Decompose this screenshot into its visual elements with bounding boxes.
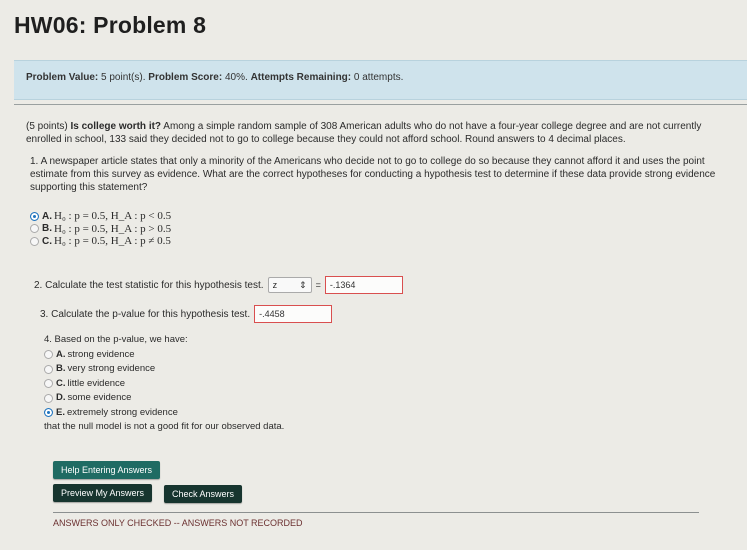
radio-button[interactable] <box>30 237 39 246</box>
choice-a[interactable] <box>30 210 171 222</box>
choice-letter: C. <box>42 235 52 247</box>
submission-status: ANSWERS ONLY CHECKED -- ANSWERS NOT RECORDED <box>53 518 303 528</box>
problem-score: 40%. <box>224 72 248 83</box>
question-2-text: 2. Calculate the test statistic for this hypothesis test. <box>34 279 264 291</box>
problem-score-label: Problem Score: <box>148 72 223 83</box>
problem-question: Is college worth it? <box>70 121 162 132</box>
radio-button[interactable] <box>44 379 53 388</box>
updown-arrows-icon: ⇕ <box>299 279 307 290</box>
choice-b[interactable] <box>44 362 284 377</box>
choice-letter: A. <box>56 348 66 360</box>
radio-button-selected[interactable] <box>44 408 53 417</box>
choice-b[interactable] <box>30 223 171 235</box>
choice-letter: A. <box>42 210 52 222</box>
radio-button[interactable] <box>44 350 53 359</box>
preview-answers-button[interactable]: Preview My Answers <box>53 484 152 502</box>
problem-description: Among a simple random sample of 308 American adults who do not have a four-year college degree and are not currently enrolled in school, 133 said they decided not to go to college because they could not afford school. Round answers to 4 decimal places. <box>26 121 702 145</box>
question-3 <box>40 305 332 323</box>
choice-letter: C. <box>56 377 66 389</box>
radio-button[interactable] <box>44 365 53 374</box>
question-4-text: 4. Based on the p-value, we have: <box>44 334 188 345</box>
choice-text: very strong evidence <box>67 363 156 374</box>
attempts-remaining: 0 attempts. <box>353 72 404 83</box>
question-1-text: 1. A newspaper article states that only a minority of the Americans who decide not to go to college do so because they cannot afford it and uses the point estimate from this survey as evidence. What are the correct hypotheses for conducting a hypothesis test to determine if these data provide strong evidence supporting this statement? <box>30 156 716 193</box>
choice-text: little evidence <box>67 377 126 389</box>
choice-text: some evidence <box>67 392 132 403</box>
problem-value-label: Problem Value: <box>26 72 99 83</box>
question-2 <box>34 276 403 294</box>
problem-intro <box>26 120 726 146</box>
select-value: z <box>272 280 278 290</box>
choice-e[interactable] <box>44 406 284 421</box>
choice-text: H₀ : p = 0.5, H_A : p < 0.5 <box>54 210 172 222</box>
question-4 <box>44 333 284 435</box>
question-4-followup: that the null model is not a good fit for our observed data. <box>44 421 285 432</box>
radio-button[interactable] <box>44 394 53 403</box>
choice-letter: B. <box>42 223 52 234</box>
statistic-select[interactable] <box>268 277 312 293</box>
choice-c[interactable] <box>44 377 284 392</box>
page-title: HW06: Problem 8 <box>14 12 207 38</box>
radio-button-selected[interactable] <box>30 212 39 221</box>
question-3-text: 3. Calculate the p-value for this hypothesis test. <box>40 308 251 320</box>
problem-info-bar <box>14 60 747 100</box>
test-statistic-input[interactable]: -.1364 <box>325 276 403 294</box>
help-entering-answers-button[interactable]: Help Entering Answers <box>53 461 160 479</box>
divider <box>14 104 747 105</box>
choice-text: H₀ : p = 0.5, H_A : p ≠ 0.5 <box>54 235 171 247</box>
choice-letter: E. <box>56 406 65 418</box>
check-answers-button[interactable]: Check Answers <box>164 485 242 503</box>
choice-letter: B. <box>56 363 66 374</box>
choice-d[interactable] <box>44 391 284 406</box>
problem-value: 5 point(s). <box>101 72 146 83</box>
equals-sign: = <box>315 280 321 290</box>
choice-text: H₀ : p = 0.5, H_A : p > 0.5 <box>54 222 172 235</box>
choice-c[interactable] <box>30 235 171 247</box>
choice-letter: D. <box>56 392 66 403</box>
question-1-choices <box>30 210 171 248</box>
problem-points: (5 points) <box>26 121 68 132</box>
choice-text: extremely strong evidence <box>66 406 178 418</box>
attempts-remaining-label: Attempts Remaining: <box>250 72 352 83</box>
p-value-input[interactable]: -.4458 <box>254 305 332 323</box>
choice-a[interactable] <box>44 348 284 363</box>
divider <box>53 512 699 513</box>
radio-button[interactable] <box>30 224 39 233</box>
choice-text: strong evidence <box>67 348 135 360</box>
